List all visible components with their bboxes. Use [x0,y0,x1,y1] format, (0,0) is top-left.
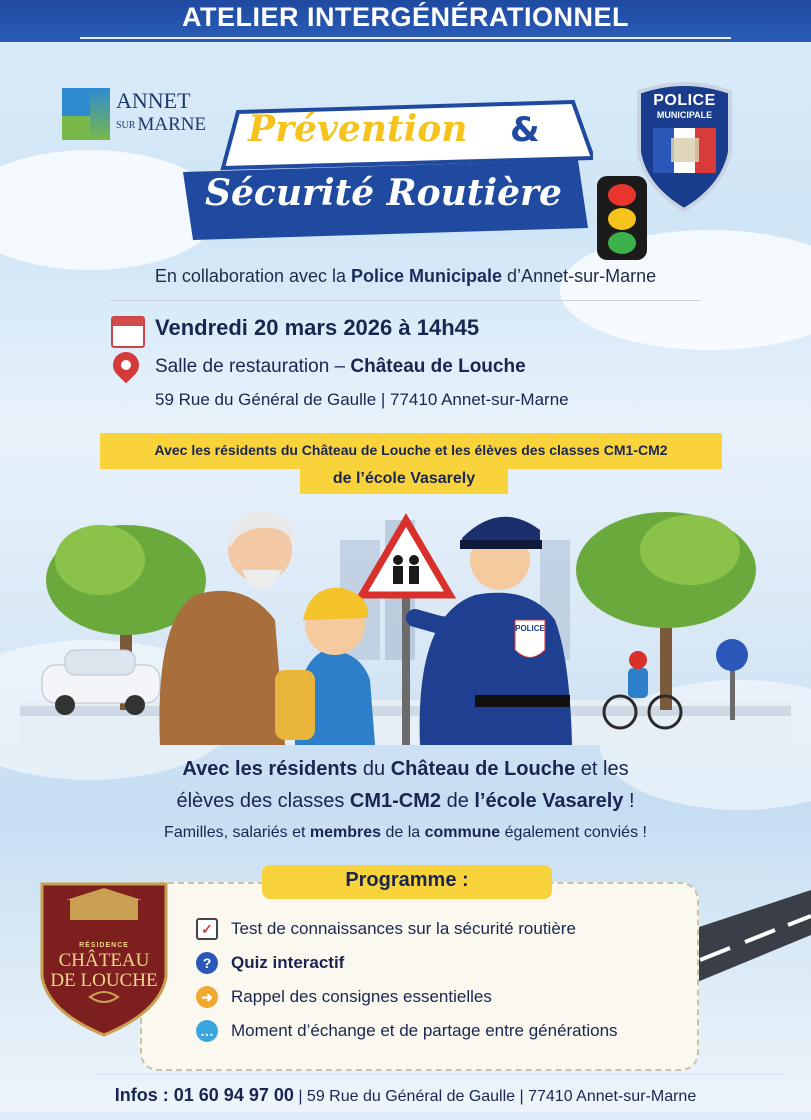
calendar-icon [111,316,145,348]
bottom-strip [0,1112,811,1120]
road-decoration [690,890,811,990]
programme-box [140,882,699,1071]
logo-annet-name: ANNET [116,88,191,113]
programme-title: Programme : [345,869,469,891]
footer-divider [95,1073,785,1075]
event-address: 59 Rue du Général de Gaulle | 77410 Annet-sur-Marne [155,390,569,409]
officer-badge-label: POLICE [515,624,545,633]
title-securite-routiere: Sécurité Routière [205,172,562,214]
event-place: Salle de restauration – Château de Louche [155,356,526,377]
event-date: Vendredi 20 mars 2026 à 14h45 [155,315,480,340]
logo-annet-sub: SUR MARNE [116,114,207,135]
main-text-line1: Avec les résidents du Château de Louche et les [182,758,629,780]
title-ampersand: & [510,110,540,150]
road-safety-illustration [20,500,791,755]
main-text-line3: Familles, salariés et membres de la commune également conviés ! [164,824,647,841]
running-icon: ➜ [196,986,218,1008]
chateau-logo-line1: CHÂTEAU [58,950,150,971]
collaboration-line: En collaboration avec la Police Municipale d’Annet-sur-Marne [154,266,657,286]
header-title: ATELIER INTERGÉNÉRATIONNEL [181,2,629,32]
chat-bubble-icon: … [196,1020,218,1042]
footer-info: Infos : 01 60 94 97 00 | 59 Rue du Général de Gaulle | 77410 Annet-sur-Marne [114,1085,697,1105]
checkbox-icon: ✓ [196,918,218,940]
location-pin-dot [121,360,131,370]
chateau-logo-line2: DE LOUCHE [50,970,158,991]
main-text-line2: élèves des classes CM1-CM2 de l’école Vasarely ! [176,790,635,812]
chateau-logo-small: RÉSIDENCE [79,942,129,949]
highlight-text-2: de l’école Vasarely [332,470,476,487]
poster: ATELIER INTERGÉNÉRATIONNEL ANNET SUR MARNE Prévention & Sécurité Routière POLICE MUNICIPALE En collaboration avec la Police Municipale d’Annet-sur-Marne Vendredi 20 mars 2026 à 14h45 Salle de restauration – Château de Louche 59 Rue du Général de Gaulle | 77410 Annet-sur-Marne Avec les résidents du Château de Louche et les élèves des classes CM1-CM2 de l’école Vasarely POLICE Avec les résidents du Château de Louche et les élèves des classes CM1-CM2 de l’école Vasarely ! Familles, salariés et membres de la commune également conviés ! Programme : ✓ Test de connaissances sur la sécurité routière ? Quiz interactif ➜ Rappel des consignes essentielles … Moment d’échange et de partage entre générations RÉSIDENCE CHÂTEAU DE LOUCHE Infos : 01 60 94 97 00 | 59 Rue du Général de Gaulle | 77410 Annet-sur-Marne [0,0,811,1120]
title-prevention: Prévention [248,108,468,150]
question-icon: ? [196,952,218,974]
badge-text-police: POLICE [653,92,716,109]
highlight-text-1: Avec les résidents du Château de Louche et les élèves des classes CM1-CM2 [154,442,668,458]
divider [110,300,701,301]
header-divider [80,37,731,39]
badge-text-municipale: MUNICIPALE [656,110,713,120]
